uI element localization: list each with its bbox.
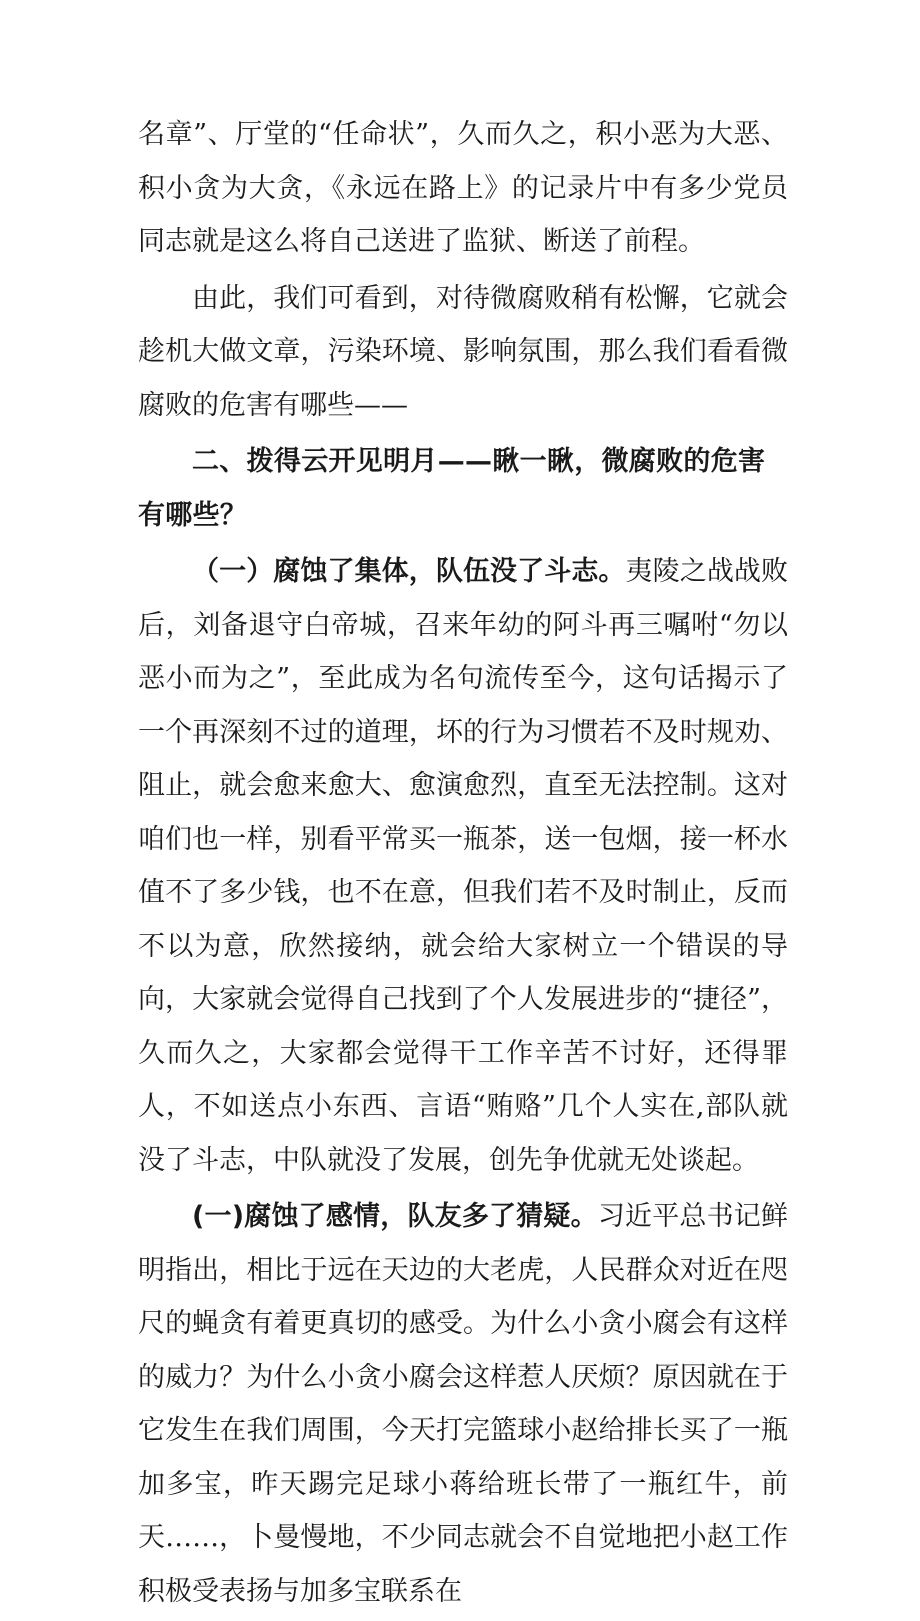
paragraph-continuation: 名章”、厅堂的“任命状”，久而久之，积小恶为大恶、积小贪为大贪，《永远在路上》的记录片中有多少党员同志就是这么将自己送进了监狱、断送了前程。: [138, 119, 788, 257]
subsection-lead: (一)腐蚀了感情，队友多了猜疑。: [192, 1201, 598, 1232]
subsection-lead: （一）腐蚀了集体，队伍没了斗志。: [192, 556, 626, 587]
paragraph-transition: 由此，我们可看到，对待微腐败稍有松懈，它就会趁机大做文章，污染环境、影响氛围，那么我们看看微腐败的危害有哪些——: [138, 282, 788, 421]
subsection-feelings: [138, 1190, 788, 1618]
subsection-collective: [138, 545, 788, 1187]
section-heading: 二、拨得云开见明月——瞅一瞅，微腐败的危害有哪些？: [138, 446, 766, 531]
document-body: [138, 108, 788, 1621]
subsection-body: 夷陵之战战败后，刘备退守白帝城，召来年幼的阿斗再三嘱咐“勿以恶小而为之”，至此成为名句流传至今，这句话揭示了一个再深刻不过的道理，坏的行为习惯若不及时规劝、阻止，就会愈来愈大、愈演愈烈，直至无法控制。这对咱们也一样，别看平常买一瓶茶，送一包烟，接一杯水值不了多少钱，也不在意，但我们若不及时制止，反而不以为意，欣然接纳，就会给大家树立一个错误的导向，大家就会觉得自己找到了个人发展进步的“捷径”，久而久之，大家都会觉得干工作辛苦不讨好，还得罪人，不如送点小东西、言语“贿赂”几个人实在,部队就没了斗志，中队就没了发展，创先争优就无处谈起。: [138, 556, 789, 1176]
subsection-body: 习近平总书记鲜明指出，相比于远在天边的大老虎，人民群众对近在咫尺的蝇贪有着更真切的感受。为什么小贪小腐会有这样的威力？为什么小贪小腐会这样惹人厌烦？原因就在于它发生在我们周围，今天打完篮球小赵给排长买了一瓶加多宝，昨天踢完足球小蒋给班长带了一瓶红牛，前天……，卜曼慢地，不少同志就会不自觉地把小赵工作积极受表扬与加多宝联系在: [138, 1201, 789, 1607]
